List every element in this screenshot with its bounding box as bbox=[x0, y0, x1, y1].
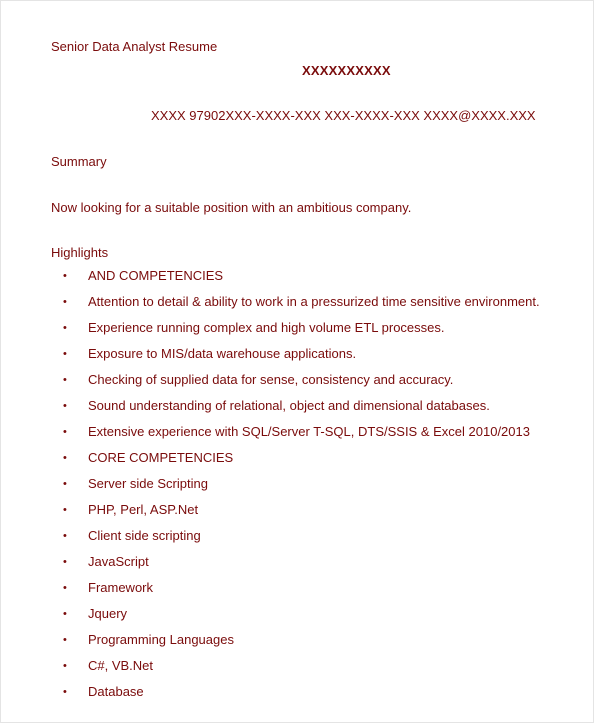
bullet-icon: • bbox=[63, 374, 67, 386]
bullet-icon: • bbox=[63, 504, 67, 516]
list-item-label: Server side Scripting bbox=[88, 476, 208, 491]
list-item-label: C#, VB.Net bbox=[88, 658, 154, 673]
list-item-label: Client side scripting bbox=[88, 528, 201, 543]
list-item-label: Checking of supplied data for sense, consistency and accuracy. bbox=[88, 372, 454, 387]
bullet-icon: • bbox=[63, 660, 67, 672]
list-item-label: Jquery bbox=[88, 606, 128, 621]
list-item-label: AND COMPETENCIES bbox=[88, 268, 224, 283]
document-title: Senior Data Analyst Resume bbox=[51, 39, 218, 54]
candidate-name: XXXXXXXXXX bbox=[302, 63, 391, 78]
bullet-icon: • bbox=[63, 452, 67, 464]
list-item-label: Attention to detail & ability to work in a pressurized time sensitive environment. bbox=[88, 294, 540, 309]
list-item-label: Exposure to MIS/data warehouse applications. bbox=[88, 346, 357, 361]
list-item-label: PHP, Perl, ASP.Net bbox=[88, 502, 199, 517]
bullet-icon: • bbox=[63, 296, 67, 308]
contact-line: XXXX 97902XXX-XXXX-XXX XXX-XXXX-XXX XXXX@XXXX.XXX bbox=[151, 108, 536, 123]
bullet-icon: • bbox=[63, 634, 67, 646]
list-item-label: Sound understanding of relational, object and dimensional databases. bbox=[88, 398, 490, 413]
list-item-label: Database bbox=[88, 684, 144, 699]
list-item-label: JavaScript bbox=[88, 554, 149, 569]
bullet-icon: • bbox=[63, 608, 67, 620]
summary-text: Now looking for a suitable position with an ambitious company. bbox=[51, 200, 412, 215]
list-item-label: Extensive experience with SQL/Server T-SQL, DTS/SSIS & Excel 2010/2013 bbox=[88, 424, 530, 439]
list-item-label: CORE COMPETENCIES bbox=[88, 450, 234, 465]
bullet-icon: • bbox=[63, 530, 67, 542]
bullet-icon: • bbox=[63, 556, 67, 568]
list-item-label: Framework bbox=[88, 580, 154, 595]
summary-heading: Summary bbox=[51, 154, 107, 169]
bullet-icon: • bbox=[63, 426, 67, 438]
bullet-icon: • bbox=[63, 686, 67, 698]
list-item-label: Programming Languages bbox=[88, 632, 234, 647]
bullet-icon: • bbox=[63, 582, 67, 594]
list-item-label: Experience running complex and high volume ETL processes. bbox=[88, 320, 445, 335]
bullet-icon: • bbox=[63, 400, 67, 412]
bullet-icon: • bbox=[63, 322, 67, 334]
bullet-icon: • bbox=[63, 348, 67, 360]
highlights-heading: Highlights bbox=[51, 245, 109, 260]
bullet-icon: • bbox=[63, 478, 67, 490]
bullet-icon: • bbox=[63, 270, 67, 282]
